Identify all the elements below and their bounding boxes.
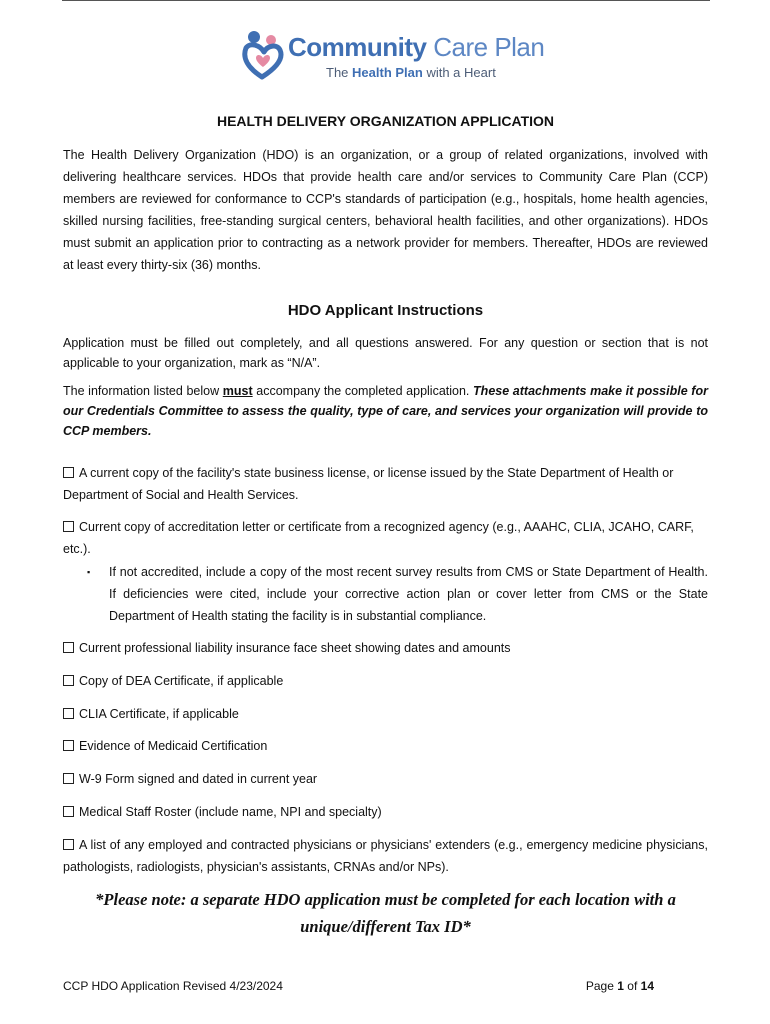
instructions-paragraph-1: Application must be filled out completely, and all questions answered. For any question or section that is not applicable to your organization, mark as “N/A”. — [63, 336, 708, 370]
checkbox[interactable] — [63, 839, 74, 850]
checklist-item-physician-list: A list of any employed and contracted physicians or physicians' extenders (e.g., emergency medicine physicians, pathologists, radiologists, physician's assistants, CRNAs and/or NPs). — [63, 838, 708, 874]
company-logo — [240, 28, 545, 84]
top-rule — [62, 0, 710, 1]
checklist-item-dea: Copy of DEA Certificate, if applicable — [63, 670, 708, 692]
intro-paragraph: The Health Delivery Organization (HDO) is an organization, or a group of related organizations, involved with delivering healthcare services. HDOs that provide health care and/or services to Community Care Plan (CCP) members are reviewed for conformance to CCP's standards of participation (e.g., hospitals, home health agencies, skilled nursing facilities, free-standing surgical centers, behavioral health facilities, and other organizations). HDOs must submit an application prior to contracting as a network provider for members. Thereafter, HDOs are reviewed at least every thirty-six (36) months. — [63, 148, 708, 272]
checklist-item-accreditation: Current copy of accreditation letter or certificate from a recognized agency (e.g., AAAHC, CLIA, JCAHO, CARF, etc.). — [63, 520, 694, 556]
checklist-item-medicaid: Evidence of Medicaid Certification — [63, 735, 708, 757]
checklist-item-staff-roster: Medical Staff Roster (include name, NPI and specialty) — [63, 801, 708, 823]
checkbox[interactable] — [63, 675, 74, 686]
instructions-paragraph-2: The information listed below must accompany the completed application. These attachments make it possible for our Credentials Committee to assess the quality, type of care, and services your organization will provide to CCP members. — [63, 384, 708, 438]
checkbox[interactable] — [63, 806, 74, 817]
checklist-item-w9: W-9 Form signed and dated in current year — [63, 768, 708, 790]
tax-id-note: *Please note: a separate HDO application must be completed for each location with a unique/different Tax ID* — [95, 890, 676, 936]
checklist-item-business-license: A current copy of the facility's state business license, or license issued by the State Department of Health or Department of Social and Health Services. — [63, 466, 674, 502]
instructions-heading: HDO Applicant Instructions — [287, 302, 484, 319]
checkbox[interactable] — [63, 773, 74, 784]
footer-page-number: Page 1 of 14 — [585, 979, 654, 993]
logo-tagline: The Health Plan with a Heart — [326, 65, 496, 80]
logo-name: Community Care Plan — [288, 32, 545, 62]
footer-revision: CCP HDO Application Revised 4/23/2024 — [63, 979, 283, 993]
checkbox[interactable] — [63, 642, 74, 653]
checkbox[interactable] — [63, 708, 74, 719]
checkbox[interactable] — [63, 467, 74, 478]
checkbox[interactable] — [63, 740, 74, 751]
heart-people-icon — [240, 28, 288, 80]
checklist-item-clia: CLIA Certificate, if applicable — [63, 703, 708, 725]
checkbox[interactable] — [63, 521, 74, 532]
bullet-icon: ▪ — [87, 567, 91, 577]
checklist-item-liability-insurance: Current professional liability insurance face sheet showing dates and amounts — [63, 637, 708, 659]
page-title: HEALTH DELIVERY ORGANIZATION APPLICATION — [216, 113, 555, 129]
